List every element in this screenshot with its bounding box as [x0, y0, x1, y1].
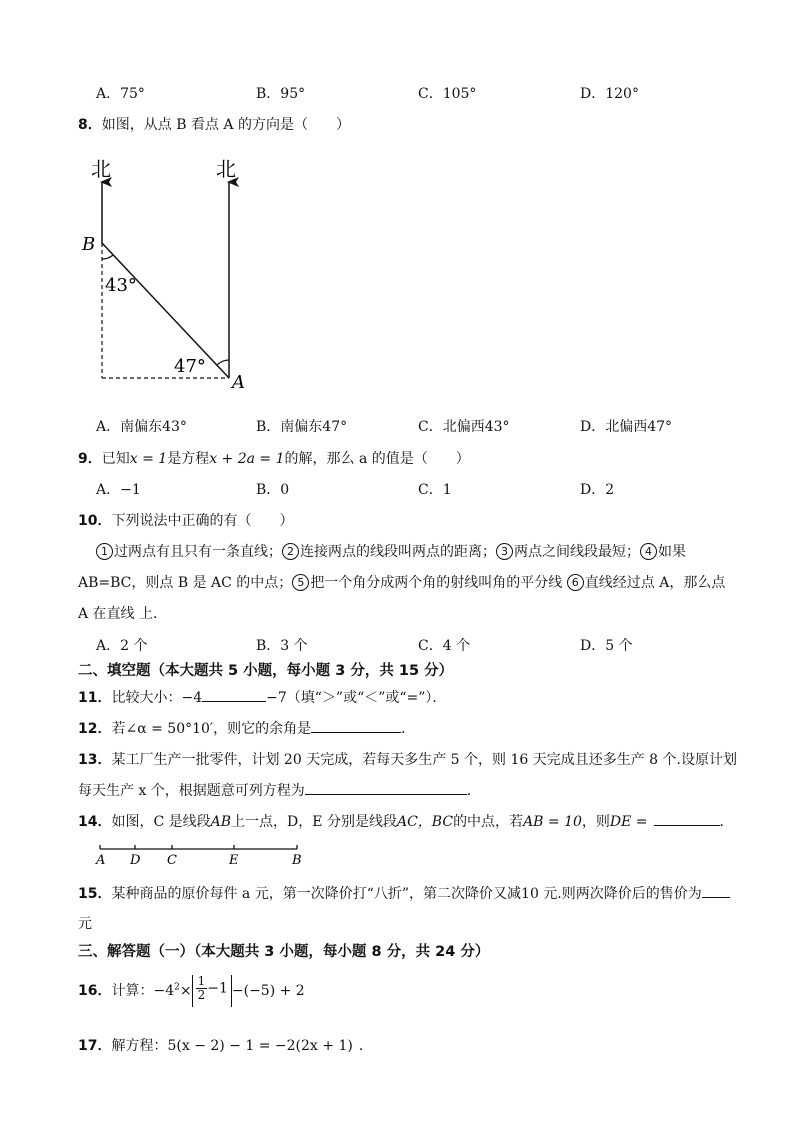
- q14-segments: AC，BC: [396, 814, 454, 830]
- question-9: [78, 448, 470, 468]
- q7-option-c: C．105°: [418, 86, 477, 102]
- q9-post: 的解，那么 a 的值是（ ）: [284, 451, 470, 467]
- q14-end: ．: [719, 814, 734, 830]
- section-heading-solve: 三、解答题（一）（本大题共 3 小题，每小题 8 分，共 24 分）: [78, 944, 490, 960]
- q17-equation: 5(x − 2) − 1 = −2(2x + 1): [167, 1038, 353, 1054]
- segment-figure: [92, 842, 312, 868]
- angle-arc-b: [102, 255, 113, 259]
- answer-blank: [305, 780, 467, 795]
- circled-number: 6: [567, 574, 584, 591]
- question-number: 16．: [78, 983, 112, 999]
- circled-number: 5: [292, 574, 309, 591]
- q16-base: −4: [153, 983, 175, 999]
- circled-number: 2: [282, 543, 299, 560]
- q9-option-a: A．−1: [96, 482, 141, 498]
- question-text: 下列说法中正确的有（ ）: [111, 513, 294, 529]
- question-15-line-2: 元: [78, 916, 92, 932]
- circled-number: 1: [96, 543, 113, 560]
- q16-pre: 计算：: [111, 983, 154, 999]
- q15-line-1: 某种商品的原价每件 a 元，第一次降价打“八折”，第二次降价又减10 元.则两次降价后的售价为: [111, 886, 702, 902]
- point-c: C: [167, 853, 177, 868]
- fraction-numerator: 1: [197, 974, 206, 988]
- q10-option-a: A．2 个: [96, 638, 148, 654]
- q10-option-b: B．3 个: [256, 638, 308, 654]
- q16-minus-one: −1: [207, 980, 228, 997]
- q14-mid3: ，则: [581, 814, 610, 830]
- section-heading-fill-blank: 二、填空题（本大题共 5 小题，每小题 3 分，共 15 分）: [78, 663, 454, 679]
- q16-rest: −(−5) + 2: [231, 983, 305, 999]
- statement-4: 如果: [658, 544, 686, 560]
- question-15: [78, 883, 730, 903]
- question-number: 8．: [78, 117, 102, 133]
- q12-post: ．: [401, 721, 416, 737]
- question-number: 12．: [78, 721, 112, 737]
- question-number: 10．: [78, 513, 112, 529]
- q9-pre: 已知: [101, 451, 130, 467]
- q17-end: ．: [358, 1038, 373, 1054]
- question-11: [78, 687, 446, 707]
- q11-pre: 比较大小：−4: [111, 690, 203, 706]
- answer-blank: [702, 883, 730, 898]
- q9-equation-1: x = 1: [129, 451, 168, 467]
- statement-1: 过两点有且只有一条直线；: [114, 544, 282, 560]
- q8-option-c: C．北偏西43°: [418, 419, 510, 435]
- q7-option-a: A．75°: [96, 86, 145, 102]
- angle-arc-a: [217, 360, 229, 365]
- point-d: D: [130, 853, 141, 868]
- question-10: [78, 510, 293, 530]
- q14-de: DE =: [609, 814, 648, 830]
- point-a: A: [96, 853, 106, 868]
- question-13: [78, 749, 737, 769]
- q14-segment-ab: AB: [210, 814, 232, 830]
- q8-option-b: B．南偏东47°: [256, 419, 348, 435]
- question-17: [78, 1035, 373, 1055]
- question-14: [78, 811, 734, 831]
- question-number: 13．: [78, 752, 112, 768]
- q10-line-2: [78, 572, 725, 592]
- absolute-value: [192, 975, 232, 1007]
- question-16: [78, 975, 305, 1007]
- q10-option-c: C．4 个: [418, 638, 471, 654]
- point-b: B: [292, 853, 302, 868]
- answer-blank: [311, 718, 401, 733]
- statement-3: 两点之间线段最短；: [514, 544, 640, 560]
- q7-option-b: B．95°: [256, 86, 306, 102]
- q13-line-2: 每天生产 x 个，根据题意可列方程为: [78, 783, 305, 799]
- fraction-denominator: 2: [197, 988, 206, 1002]
- question-number: 14．: [78, 814, 112, 830]
- circled-number: 3: [496, 543, 513, 560]
- circled-number: 4: [640, 543, 657, 560]
- answer-blank: [202, 687, 266, 702]
- question-13-line-2: [78, 780, 471, 800]
- statement-6: 直线经过点 A，那么点: [584, 575, 726, 591]
- question-12: [78, 718, 415, 738]
- q10-option-d: D．5 个: [580, 638, 633, 654]
- angle-label-47: 47°: [174, 356, 206, 377]
- question-number: 15．: [78, 886, 112, 902]
- q9-option-c: C．1: [418, 482, 452, 498]
- q10-line-1: [96, 541, 686, 561]
- q9-mid: 是方程: [167, 451, 210, 467]
- q14-condition: AB = 10: [523, 814, 582, 830]
- q8-option-d: D．北偏西47°: [580, 419, 673, 435]
- question-text: 如图，从点 B 看点 A 的方向是（ ）: [101, 117, 350, 133]
- q9-equation-2: x + 2a = 1: [209, 451, 285, 467]
- q12-pre: 若∠α = 50°10′，则它的余角是: [111, 721, 312, 737]
- fraction: [196, 975, 208, 1002]
- point-label-a: A: [232, 372, 245, 393]
- q9-option-b: B．0: [256, 482, 290, 498]
- q11-post: −7（填“＞”或“＜”或“=”）．: [266, 690, 447, 706]
- q14-mid: 上一点，D，E 分别是线段: [231, 814, 397, 830]
- question-number: 9．: [78, 451, 102, 467]
- statement-4-cont: AB=BC，则点 B 是 AC 的中点；: [78, 575, 293, 591]
- question-number: 11．: [78, 690, 112, 706]
- angle-label-43: 43°: [105, 275, 137, 296]
- point-label-b: B: [82, 234, 96, 255]
- q7-option-d: D．120°: [580, 86, 639, 102]
- segment-ba: [102, 243, 229, 378]
- answer-blank: [654, 811, 720, 826]
- question-number: 17．: [78, 1038, 112, 1054]
- statement-2: 连接两点的线段叫两点的距离；: [300, 544, 496, 560]
- north-label-left: 北: [91, 157, 111, 181]
- q14-mid2: 的中点，若: [453, 814, 524, 830]
- q17-pre: 解方程：: [111, 1038, 168, 1054]
- q16-times: ×: [179, 983, 192, 999]
- q16-exponent: 2: [174, 982, 180, 993]
- q8-option-a: A．南偏东43°: [96, 419, 187, 435]
- q13-line-1: 某工厂生产一批零件，计划 20 天完成，若每天多生产 5 个，则 16 天完成且还多生产 8 个.设原计划: [111, 752, 737, 768]
- question-8: [78, 114, 350, 134]
- compass-direction-figure: [78, 148, 258, 398]
- q9-option-d: D．2: [580, 482, 615, 498]
- q13-end: .: [466, 783, 472, 799]
- statement-5: 把一个角分成两个角的射线叫角的平分线: [310, 575, 567, 591]
- q14-pre: 如图，C 是线段: [111, 814, 211, 830]
- north-label-right: 北: [216, 157, 236, 181]
- q10-line-3: A 在直线 上．: [78, 606, 168, 622]
- point-e: E: [229, 853, 239, 868]
